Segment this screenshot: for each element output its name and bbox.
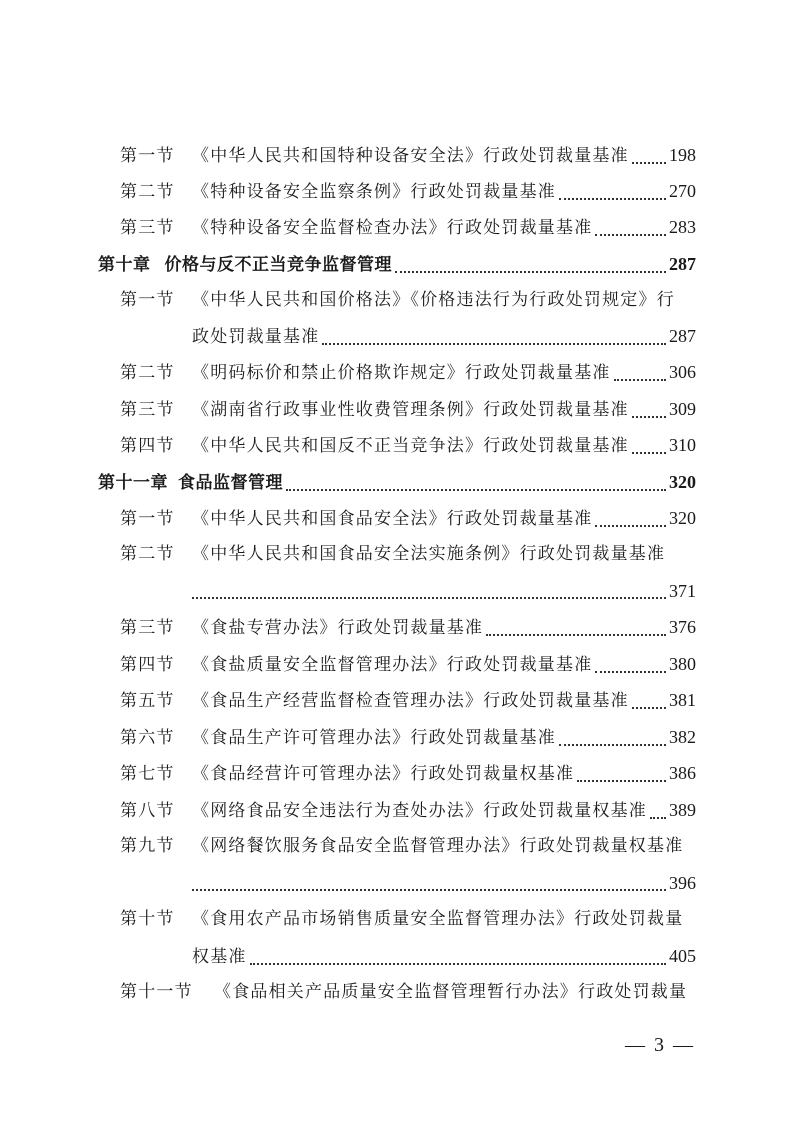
leader-dots [614, 379, 666, 381]
toc-entry-first-line[interactable] [120, 541, 665, 567]
entry-title: 《湖南省行政事业性收费管理条例》行政处罚裁量基准 [192, 400, 629, 420]
toc-entry[interactable] [120, 432, 696, 459]
toc-entry[interactable] [120, 614, 696, 641]
entry-title: 《网络食品安全违法行为查处办法》行政处罚裁量权基准 [192, 801, 647, 821]
toc-entry-first-line[interactable] [120, 833, 683, 859]
entry-label: 第七节 [120, 764, 175, 784]
entry-title: 《中华人民共和国特种设备安全法》行政处罚裁量基准 [192, 146, 629, 166]
toc-chapter[interactable] [98, 469, 696, 496]
leader-dots [559, 744, 666, 746]
toc-entry[interactable] [120, 505, 696, 532]
toc-entry-first-line[interactable] [120, 979, 687, 1005]
entry-label: 第一节 [120, 290, 175, 310]
leader-dots [632, 452, 666, 454]
leader-dots [322, 343, 666, 345]
toc-entry[interactable] [120, 687, 696, 714]
entry-page: 320 [669, 472, 696, 492]
entry-label: 第一节 [120, 146, 175, 166]
entry-page: 287 [669, 326, 696, 346]
entry-page: 198 [669, 145, 696, 165]
entry-title: 《食品经营许可管理办法》行政处罚裁量权基准 [192, 764, 575, 784]
entry-page: 310 [669, 435, 696, 455]
entry-page: 270 [669, 181, 696, 201]
leader-dots [650, 817, 666, 819]
chapter-label: 第十章 [98, 255, 151, 275]
entry-title: 《食品生产许可管理办法》行政处罚裁量基准 [192, 728, 556, 748]
toc-entry-first-line[interactable] [120, 906, 683, 932]
toc-chapter[interactable] [98, 251, 696, 278]
toc-entry-continuation[interactable] [192, 870, 696, 896]
entry-page: 287 [669, 254, 696, 274]
toc-entry-continuation[interactable] [192, 578, 696, 604]
entry-title: 《网络餐饮服务食品安全监督管理办法》行政处罚裁量权基准 [192, 836, 684, 856]
entry-title-continued: 权基准 [192, 947, 247, 967]
chapter-title: 价格与反不正当竞争监督管理 [164, 255, 392, 275]
entry-title: 《特种设备安全监督检查办法》行政处罚裁量基准 [192, 218, 593, 238]
entry-page: 389 [669, 800, 696, 820]
entry-label: 第三节 [120, 218, 175, 238]
leader-dots [192, 597, 666, 599]
entry-label: 第四节 [120, 655, 175, 675]
entry-page: 396 [669, 873, 696, 893]
entry-title: 《中华人民共和国食品安全法实施条例》行政处罚裁量基准 [192, 544, 666, 564]
entry-page: 382 [669, 727, 696, 747]
leader-dots [395, 271, 666, 273]
entry-page: 309 [669, 399, 696, 419]
entry-page: 320 [669, 508, 696, 528]
entry-label: 第一节 [120, 509, 175, 529]
entry-title: 《明码标价和禁止价格欺诈规定》行政处罚裁量基准 [192, 363, 611, 383]
entry-title: 《食用农产品市场销售质量安全监督管理办法》行政处罚裁量 [192, 909, 684, 929]
entry-title: 《食品生产经营监督检查管理办法》行政处罚裁量基准 [192, 691, 629, 711]
entry-page: 381 [669, 690, 696, 710]
leader-dots [595, 525, 666, 527]
entry-page: 386 [669, 763, 696, 783]
toc-entry[interactable] [120, 178, 696, 205]
entry-label: 第三节 [120, 400, 175, 420]
leader-dots [559, 198, 666, 200]
leader-dots [595, 671, 666, 673]
leader-dots [486, 634, 666, 636]
leader-dots [250, 963, 666, 965]
entry-title: 《食盐质量安全监督管理办法》行政处罚裁量基准 [192, 655, 593, 675]
toc-entry-first-line[interactable] [120, 287, 675, 313]
toc-entry[interactable] [120, 214, 696, 241]
entry-label: 第十一节 [120, 982, 193, 1002]
entry-title: 《食品相关产品质量安全监督管理暂行办法》行政处罚裁量 [214, 982, 688, 1002]
toc-entry[interactable] [120, 724, 696, 751]
toc-entry[interactable] [120, 396, 696, 423]
entry-label: 第二节 [120, 363, 175, 383]
leader-dots [632, 707, 666, 709]
leader-dots [595, 234, 666, 236]
chapter-title: 食品监督管理 [178, 473, 283, 493]
entry-label: 第十节 [120, 909, 175, 929]
entry-page: 283 [669, 217, 696, 237]
entry-title: 《特种设备安全监察条例》行政处罚裁量基准 [192, 182, 556, 202]
entry-page: 380 [669, 654, 696, 674]
toc-entry-continuation[interactable] [192, 943, 696, 970]
entry-page: 371 [669, 581, 696, 601]
toc-entry[interactable] [120, 760, 696, 787]
toc-entry[interactable] [120, 651, 696, 678]
entry-page: 306 [669, 362, 696, 382]
entry-title: 《中华人民共和国反不正当竞争法》行政处罚裁量基准 [192, 436, 629, 456]
entry-label: 第五节 [120, 691, 175, 711]
entry-label: 第二节 [120, 182, 175, 202]
entry-label: 第六节 [120, 728, 175, 748]
page-number: — 3 — [625, 1034, 695, 1056]
entry-title-continued: 政处罚裁量基准 [192, 327, 320, 347]
leader-dots [632, 416, 666, 418]
leader-dots [192, 889, 666, 891]
entry-label: 第九节 [120, 836, 175, 856]
toc-entry[interactable] [120, 359, 696, 386]
leader-dots [577, 780, 666, 782]
entry-label: 第四节 [120, 436, 175, 456]
toc-entry[interactable] [120, 142, 696, 169]
leader-dots [286, 489, 666, 491]
entry-title: 《中华人民共和国食品安全法》行政处罚裁量基准 [192, 509, 593, 529]
entry-page: 376 [669, 617, 696, 637]
chapter-label: 第十一章 [98, 473, 168, 493]
entry-title: 《中华人民共和国价格法》《价格违法行为行政处罚规定》行 [192, 290, 675, 310]
entry-page: 405 [669, 946, 696, 966]
toc-entry-continuation[interactable] [192, 323, 696, 350]
toc-entry[interactable] [120, 797, 696, 824]
entry-label: 第八节 [120, 801, 175, 821]
entry-label: 第三节 [120, 618, 175, 638]
entry-label: 第二节 [120, 544, 175, 564]
leader-dots [632, 162, 666, 164]
entry-title: 《食盐专营办法》行政处罚裁量基准 [192, 618, 484, 638]
